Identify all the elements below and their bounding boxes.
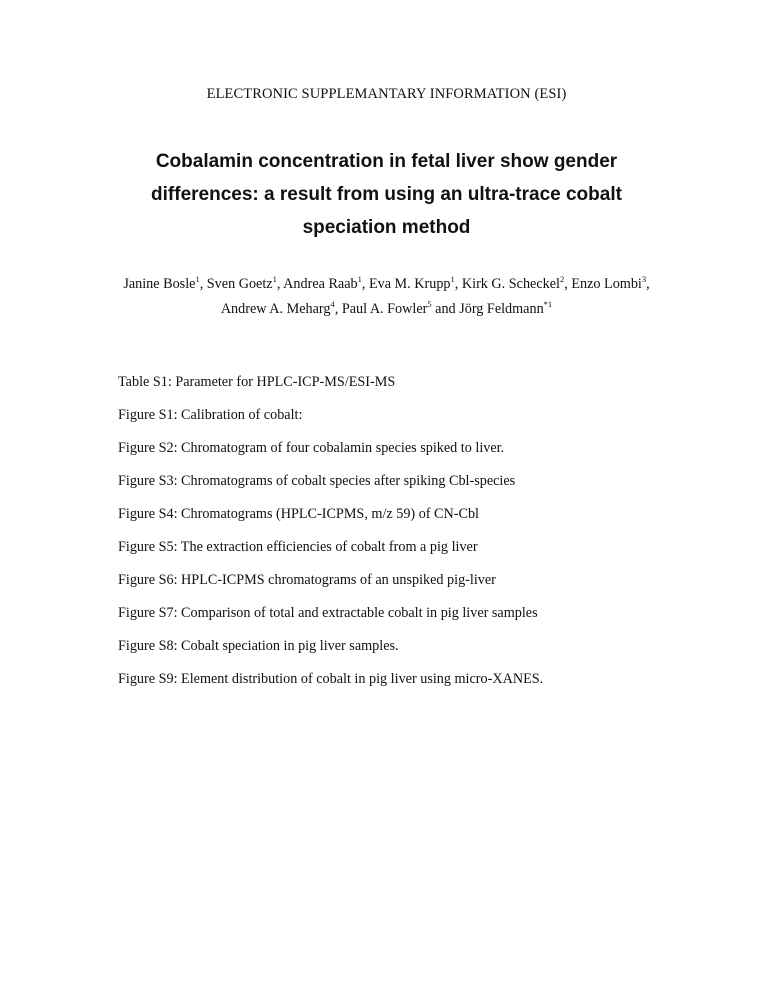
author-separator: ,	[199, 276, 207, 292]
esi-header: ELECTRONIC SUPPLEMANTARY INFORMATION (ESI)	[206, 86, 567, 102]
affiliation-marker: 3	[641, 274, 647, 284]
author-separator: ,	[646, 276, 650, 292]
author-name: Janine Bosle	[123, 276, 196, 292]
author	[462, 276, 571, 292]
affiliation-marker: 2	[559, 274, 565, 284]
author	[459, 301, 552, 317]
author-list	[60, 272, 713, 322]
author	[221, 301, 342, 317]
author-name: Andrea Raab	[283, 276, 358, 292]
contents-item: Figure S9: Element distribution of cobalt in pig liver using micro-XANES.	[118, 671, 544, 687]
author	[123, 276, 206, 292]
contents-item: Figure S3: Chromatograms of cobalt species after spiking Cbl-species	[118, 473, 516, 489]
paper-title	[120, 145, 653, 244]
author-name: Sven Goetz	[206, 276, 273, 292]
author	[369, 276, 462, 292]
author-line-2	[60, 297, 713, 322]
contents-item: Table S1: Parameter for HPLC-ICP-MS/ESI-MS	[118, 374, 396, 390]
author-name: Jörg Feldmann	[459, 301, 544, 317]
affiliation-marker: 1	[450, 274, 455, 284]
title-line: speciation method	[302, 217, 471, 238]
contents-item: Figure S5: The extraction efficiencies of cobalt from a pig liver	[118, 539, 478, 555]
contents-item: Figure S8: Cobalt speciation in pig liver samples.	[118, 638, 399, 654]
author-name: Enzo Lombi	[571, 276, 642, 292]
contents-item: Figure S4: Chromatograms (HPLC-ICPMS, m/z 59) of CN-Cbl	[118, 506, 479, 522]
contents-item: Figure S7: Comparison of total and extractable cobalt in pig liver samples	[118, 605, 538, 621]
affiliation-marker: 1	[357, 274, 362, 284]
author-separator: ,	[361, 276, 369, 292]
author-separator: ,	[454, 276, 462, 292]
supplementary-contents-list	[118, 373, 718, 703]
author-name: Kirk G. Scheckel	[461, 276, 560, 292]
author-name: Paul A. Fowler	[341, 301, 428, 317]
affiliation-marker: *1	[543, 299, 553, 309]
author-separator: and	[431, 301, 460, 317]
title-line: Cobalamin concentration in fetal liver show gender	[155, 151, 618, 172]
author-line-1	[60, 272, 713, 297]
author-name: Andrew A. Meharg	[220, 301, 331, 317]
author	[207, 276, 283, 292]
author-separator: ,	[334, 301, 342, 317]
affiliation-marker: 1	[272, 274, 277, 284]
author	[571, 276, 649, 292]
affiliation-marker: 1	[195, 274, 200, 284]
contents-item: Figure S2: Chromatogram of four cobalamin species spiked to liver.	[118, 440, 505, 456]
affiliation-marker: 5	[427, 299, 432, 309]
author-separator: ,	[564, 276, 572, 292]
contents-item: Figure S1: Calibration of cobalt:	[118, 407, 303, 423]
title-line: differences: a result from using an ultra-trace cobalt	[151, 184, 622, 205]
author	[342, 301, 459, 317]
author	[283, 276, 369, 292]
affiliation-marker: 4	[330, 299, 335, 309]
author-name: Eva M. Krupp	[368, 276, 451, 292]
author-separator: ,	[276, 276, 284, 292]
contents-item: Figure S6: HPLC-ICPMS chromatograms of an unspiked pig-liver	[118, 572, 496, 588]
